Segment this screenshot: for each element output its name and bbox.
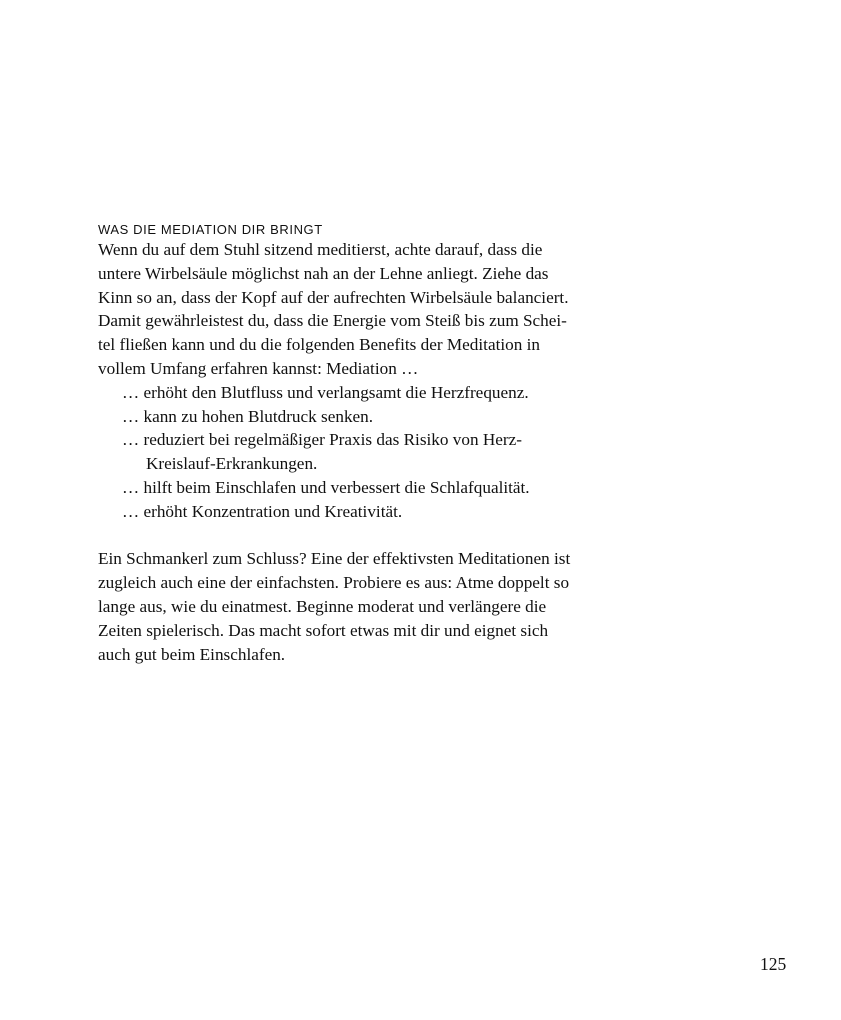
text-line: Zeiten spielerisch. Das macht sofort etwas mit dir und eignet sich	[98, 620, 549, 640]
page-number: 125	[760, 954, 787, 974]
text-line: lange aus, wie du einatmest. Beginne moderat und verlängere die	[98, 596, 547, 616]
list-item-text: … erhöht den Blutfluss und verlangsamt die Herzfrequenz.	[122, 382, 529, 402]
text-line: Wenn du auf dem Stuhl sitzend meditierst, achte darauf, dass die	[98, 240, 543, 259]
paragraph-closing	[98, 547, 618, 666]
text-line: vollem Umfang erfahren kannst: Mediation …	[98, 358, 419, 378]
page-content	[98, 222, 618, 666]
text-line: Kinn so an, dass der Kopf auf der aufrechten Wirbelsäule balanciert.	[98, 287, 569, 307]
list-item-text: … kann zu hohen Blutdruck senken.	[122, 406, 374, 426]
text-line: Ein Schmankerl zum Schluss? Eine der effektivsten Meditationen ist	[98, 549, 571, 569]
benefits-list	[98, 381, 618, 524]
list-item-text: … hilft beim Einschlafen und verbessert die Schlafqualität.	[122, 477, 530, 497]
text-line: zugleich auch eine der einfachsten. Probiere es aus: Atme doppelt so	[98, 573, 570, 593]
list-item-text: … erhöht Konzentration und Kreativität.	[122, 501, 403, 521]
list-item	[98, 405, 618, 429]
paragraph-intro	[98, 238, 618, 381]
list-item	[98, 428, 618, 476]
list-item	[98, 476, 618, 500]
list-item-text: … reduziert bei regelmäßiger Praxis das Risiko von Herz-	[122, 430, 522, 450]
text-line: Damit gewährleistest du, dass die Energie vom Steiß bis zum Schei-	[98, 311, 567, 331]
text-line: untere Wirbelsäule möglichst nah an der Lehne anliegt. Ziehe das	[98, 263, 549, 283]
section-heading: WAS DIE MEDIATION DIR BRINGT	[98, 222, 323, 237]
list-item-continuation: Kreislauf-Erkrankungen.	[146, 454, 318, 474]
list-item	[98, 381, 618, 405]
text-line: tel fließen kann und du die folgenden Benefits der Meditation in	[98, 335, 540, 355]
text-line: auch gut beim Einschlafen.	[98, 644, 286, 664]
paragraph-spacer	[98, 524, 618, 548]
list-item	[98, 500, 618, 524]
